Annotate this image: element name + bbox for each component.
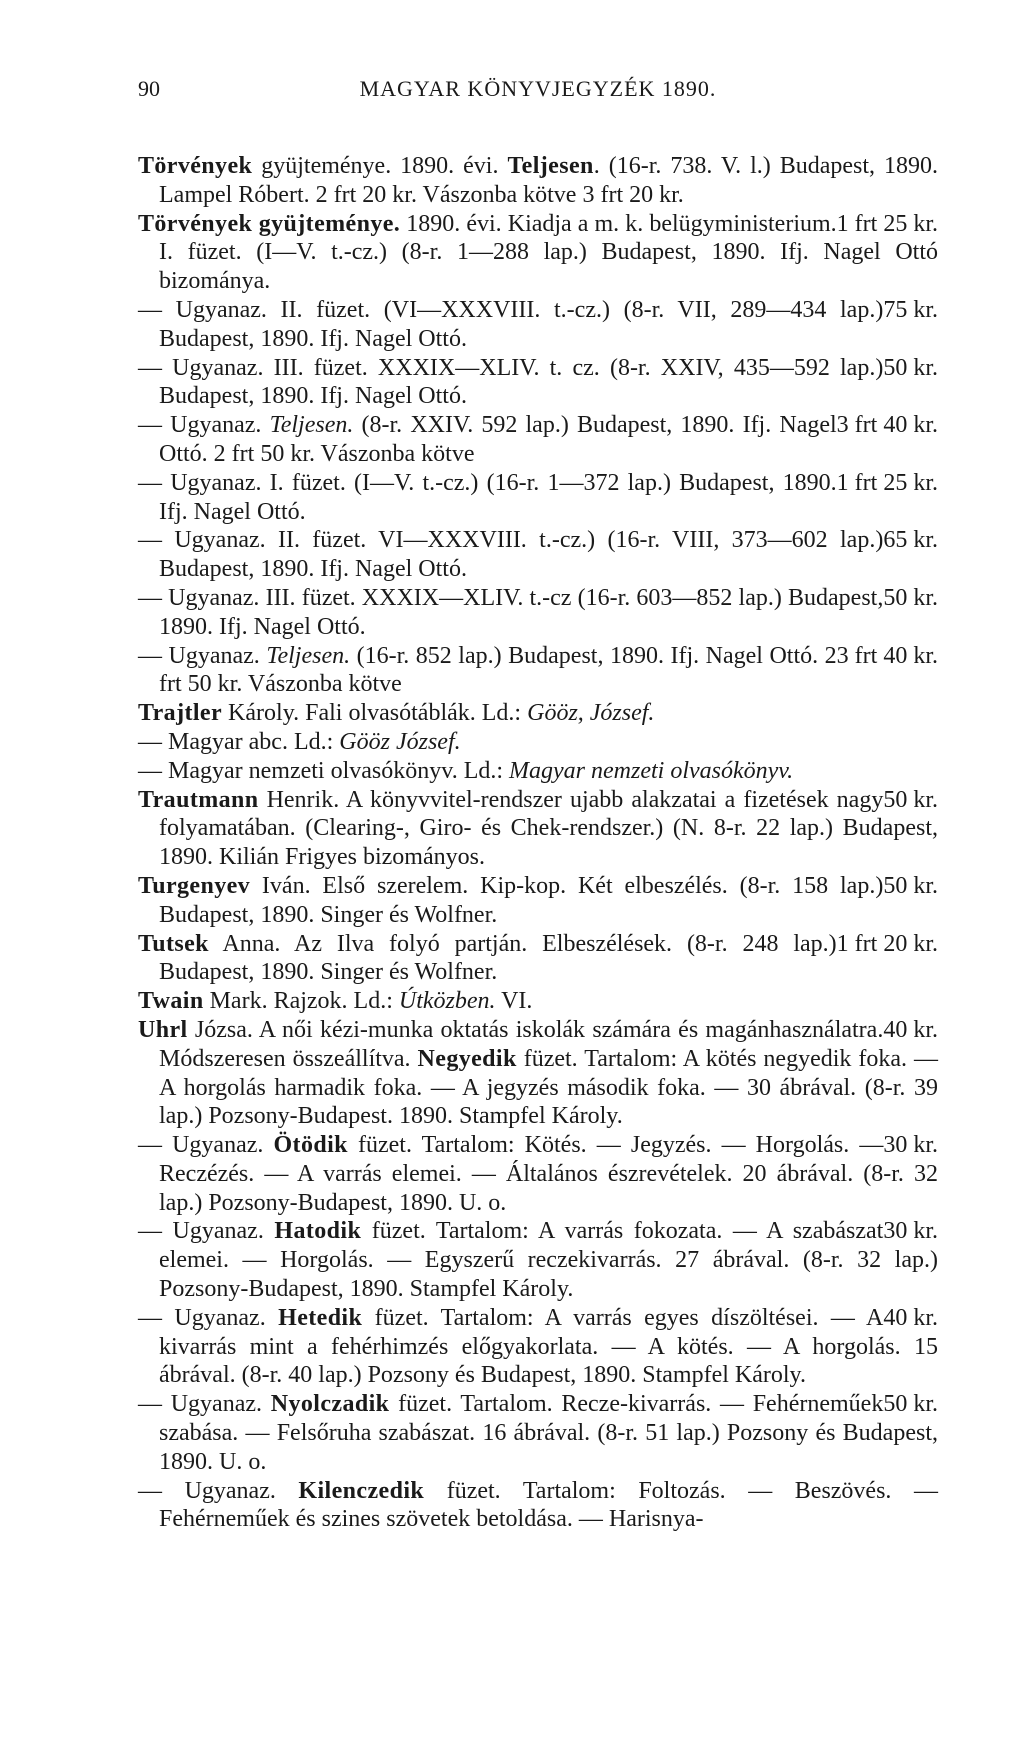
entry-price: 50 kr.	[883, 354, 938, 381]
catalog-entry	[138, 469, 938, 527]
catalog-entry	[138, 526, 938, 584]
catalog-entry	[138, 210, 938, 296]
entry-text: Károly. Fali olvasótáblák. Ld.:	[222, 700, 528, 727]
catalog-entry	[138, 584, 938, 642]
entry-price: 50 kr.	[883, 1391, 938, 1418]
entry-keyword: Tutsek	[138, 930, 209, 957]
entry-price: 30 kr.	[883, 1218, 938, 1245]
entry-keyword: Hatodik	[274, 1218, 362, 1245]
entry-text: — Ugyanaz.	[138, 412, 270, 439]
entry-keyword: Ötödik	[273, 1132, 348, 1159]
entry-keyword: Twain	[138, 988, 204, 1015]
entry-price: 1 frt 25 kr.	[836, 469, 938, 496]
entry-keyword: Törvények	[138, 153, 253, 179]
entry-text: Henrik. A könyvvitel-rendszer ujabb alakzatai a fizetések nagy folyamatában. (Clearing-, Giro- és Chek-rendszer.) (N. 8-r. 22 lap.) Budapest, 1890. Kilián Frigyes bizományos.	[159, 786, 938, 871]
catalog-entry	[138, 872, 938, 930]
catalog-entry	[138, 987, 938, 1016]
entry-price: 30 kr.	[883, 1132, 938, 1159]
entry-text: — Ugyanaz.	[138, 1132, 274, 1159]
entry-price: 50 kr.	[883, 786, 938, 813]
entry-price: 1 frt 25 kr.	[836, 210, 938, 237]
entry-text: — Ugyanaz. III. füzet. XXXIX—XLIV. t. cz. (8-r. XXIV, 435—592 lap.) Budapest, 1890. Ifj. Nagel Ottó.	[138, 354, 884, 410]
entry-text: (16-r. 852 lap.) Budapest, 1890. Ifj. Nagel Ottó. 2 frt 50 kr. Vászonba kötve	[159, 642, 837, 698]
entry-text: — Ugyanaz. II. füzet. (VI—XXXVIII. t.-cz.) (8-r. VII, 289—434 lap.) Budapest, 1890. Ifj. Nagel Ottó.	[138, 296, 884, 352]
entry-text: Iván. Első szerelem. Kip-kop. Két elbeszélés. (8-r. 158 lap.) Budapest, 1890. Singer és Wolfner.	[159, 872, 884, 928]
entry-price: 3 frt 40 kr.	[836, 642, 938, 669]
entry-text: — Ugyanaz.	[138, 1391, 271, 1418]
entry-text: Anna. Az Ilva folyó partján. Elbeszélések. (8-r. 248 lap.) Budapest, 1890. Singer és Wolfner.	[159, 930, 837, 986]
entry-text: — Ugyanaz.	[138, 1218, 275, 1245]
entry-text: (8-r. XXIV. 592 lap.) Budapest, 1890. Ifj. Nagel Ottó. 2 frt 50 kr. Vászonba kötve	[159, 412, 837, 467]
entry-text: füzet. Tartalom: A kötés negyedik foka. — A horgolás harmadik foka. — A jegyzés második foka. — 30 ábrával. (8-r. 39 lap.) Pozsony-Budapest. 1890. Stampfel Károly.	[159, 1045, 938, 1130]
entry-keyword: Trajtler	[138, 700, 223, 727]
entry-price: 75 kr.	[883, 296, 938, 323]
entry-italic-text: Gööz József.	[339, 728, 461, 755]
catalog-entry	[138, 354, 938, 412]
entry-text: Józsa. A női kézi-munka oktatás iskolák számára és magánhasználatra. Módszeresen összeállítva.	[159, 1016, 884, 1072]
entry-keyword: Uhrl	[138, 1016, 188, 1043]
entry-text: 1890. évi. Kiadja a m. k. belügyministerium. I. füzet. (I—V. t.-cz.) (8-r. 1—288 lap.) Budapest, 1890. Ifj. Nagel Ottó bizománya.	[159, 210, 938, 295]
catalog-entry	[138, 699, 938, 728]
catalog-entry	[138, 411, 938, 469]
entry-text: VI.	[495, 988, 533, 1015]
catalog-entry	[138, 786, 938, 872]
entry-text: — Ugyanaz.	[138, 1304, 279, 1331]
entry-text: Mark. Rajzok. Ld.:	[203, 988, 399, 1015]
catalog-entry	[138, 757, 938, 786]
entry-keyword: Turgenyev	[138, 872, 251, 899]
catalog-entry	[138, 296, 938, 354]
catalog-entry	[138, 1304, 938, 1390]
entry-price: 65 kr.	[883, 527, 938, 554]
entry-text: — Magyar abc. Ld.:	[138, 728, 340, 755]
catalog-entry	[138, 642, 938, 700]
catalog-entry	[138, 1477, 938, 1535]
entry-keyword: Kilenczedik	[298, 1477, 425, 1504]
entry-text: — Ugyanaz.	[138, 1477, 299, 1504]
entry-price: 40 kr.	[883, 1304, 938, 1331]
entry-italic-text: Teljesen.	[266, 642, 351, 669]
page-header	[138, 76, 938, 106]
catalog-entries	[138, 152, 938, 1534]
entry-keyword: Trautmann	[138, 786, 259, 813]
entry-keyword: Teljesen	[507, 153, 594, 179]
entry-keyword: Hetedik	[278, 1304, 363, 1331]
entry-text: — Magyar nemzeti olvasókönyv. Ld.:	[138, 757, 510, 784]
catalog-entry	[138, 1390, 938, 1476]
entry-italic-text: Gööz, József.	[527, 700, 655, 727]
catalog-entry	[138, 1217, 938, 1303]
entry-italic-text: Útközben.	[398, 988, 496, 1015]
entry-keyword: Törvények gyüjteménye.	[138, 210, 401, 237]
entry-text: . (16-r. 738. V. l.) Budapest, 1890. Lampel Róbert. 2 frt 20 kr. Vászonba kötve 3 frt 20 kr.	[159, 153, 939, 208]
entry-text: — Ugyanaz. III. füzet. XXXIX—XLIV. t.-cz (16-r. 603—852 lap.) Budapest, 1890. Ifj. Nagel Ottó.	[138, 584, 884, 640]
entry-text: — Ugyanaz.	[138, 642, 267, 669]
entry-keyword: Negyedik	[417, 1045, 517, 1072]
entry-text: füzet. Tartalom: Kötés. — Jegyzés. — Horgolás. — Reczézés. — A varrás elemei. — Általános észrevételek. 20 ábrával. (8-r. 32 lap.) Pozsony-Budapest, 1890. U. o.	[159, 1132, 938, 1216]
entry-price: 50 kr.	[883, 872, 938, 899]
entry-text: füzet. Tartalom: A varrás fokozata. — A szabászat elemei. — Horgolás. — Egyszerű reczekivarrás. 27 ábrával. (8-r. 32 lap.) Pozsony-Budapest, 1890. Stampfel Károly.	[159, 1218, 938, 1303]
page-number: 90	[138, 76, 160, 101]
entry-price: 1 frt 20 kr.	[836, 930, 938, 957]
entry-text: füzet. Tartalom: A varrás egyes díszöltései. — A kivarrás mint a fehérhimzés előgyakorlata. — A kötés. — A horgolás. 15 ábrával. (8-r. 40 lap.) Pozsony és Budapest, 1890. Stampfel Károly.	[159, 1304, 938, 1389]
entry-price: 40 kr.	[883, 1016, 938, 1043]
entry-italic-text: Teljesen.	[269, 412, 354, 439]
entry-text: — Ugyanaz. II. füzet. VI—XXXVIII. t.-cz.) (16-r. VIII, 373—602 lap.) Budapest, 1890. Ifj. Nagel Ottó.	[138, 527, 884, 583]
entry-text: füzet. Tartalom: Foltozás. — Beszövés. — Fehérneműek és szines szövetek betoldása. — Harisnya-	[159, 1477, 938, 1533]
entry-italic-text: Magyar nemzeti olvasókönyv.	[509, 757, 794, 784]
entry-text: füzet. Tartalom. Recze-kivarrás. — Fehérneműek szabása. — Felsőruha szabászat. 16 ábrával. (8-r. 51 lap.) Pozsony és Budapest, 1890. U. o.	[159, 1391, 938, 1475]
running-title: MAGYAR KÖNYVJEGYZÉK 1890.	[359, 76, 717, 101]
catalog-entry	[138, 1016, 938, 1131]
entry-price: 50 kr.	[883, 584, 938, 611]
catalog-entry	[138, 1131, 938, 1217]
catalog-entry	[138, 728, 938, 757]
entry-text: gyüjteménye. 1890. évi.	[252, 153, 508, 179]
entry-text: — Ugyanaz. I. füzet. (I—V. t.-cz.) (16-r. 1—372 lap.) Budapest, 1890. Ifj. Nagel Ottó.	[138, 469, 837, 525]
catalog-entry	[138, 152, 938, 210]
catalog-entry	[138, 930, 938, 988]
entry-keyword: Nyolczadik	[270, 1391, 390, 1418]
entry-price: 3 frt 40 kr.	[836, 412, 938, 439]
